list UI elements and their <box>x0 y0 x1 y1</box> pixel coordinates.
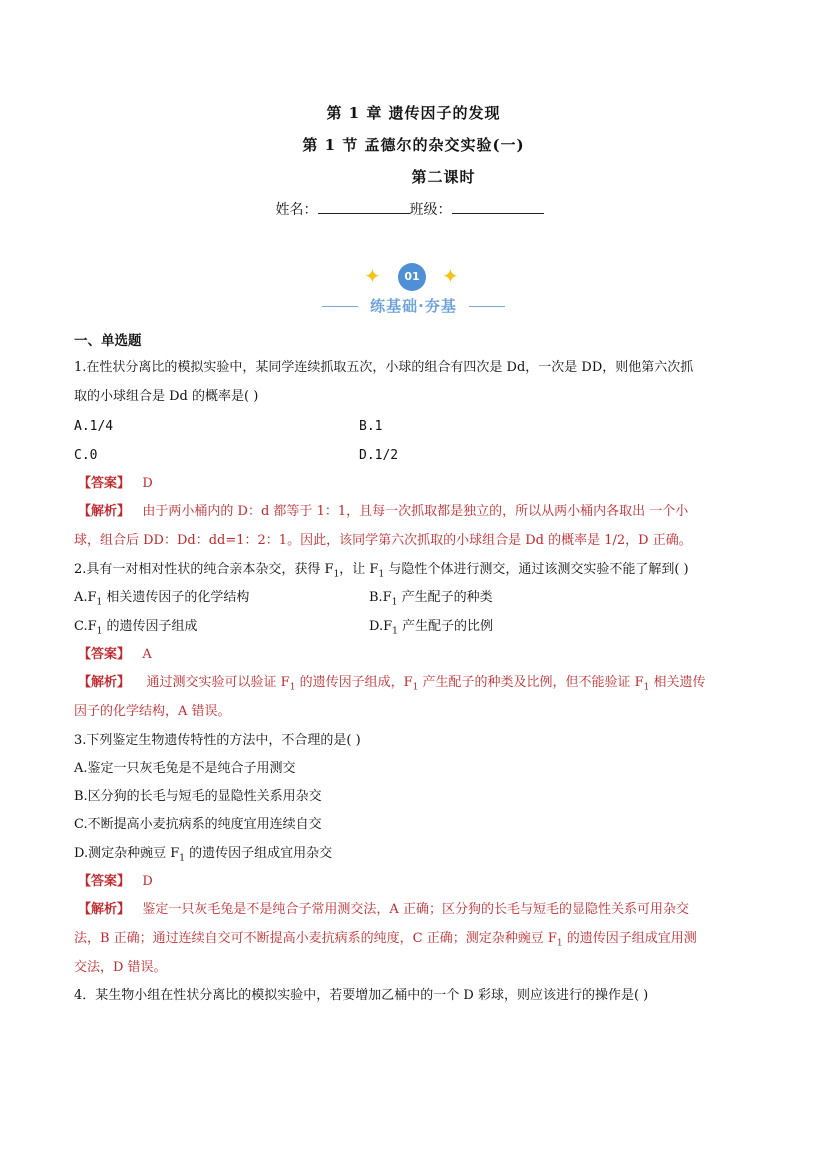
section-badge <box>360 262 470 290</box>
q3-option-a: A.鉴定一只灰毛兔是不是纯合子用测交 <box>74 761 296 776</box>
q2-analysis-b: 的遗传因子组成，F <box>295 675 413 690</box>
q3-option-d <box>74 844 332 869</box>
analysis-label: 【解析】 <box>78 675 131 690</box>
q2-stem-a: 2.具有一对相对性状的纯合亲本杂交，获得 F <box>74 562 334 577</box>
q2-analysis-line1 <box>78 673 706 698</box>
q2-analysis-a: 通过测交实验可以验证 F <box>146 675 290 690</box>
q2-opt-c-post: 的遗传因子组成 <box>102 619 198 634</box>
q3-answer <box>78 872 153 892</box>
subscript: 1 <box>392 626 398 637</box>
subscript: 1 <box>179 853 185 864</box>
q1-answer-value: D <box>142 476 153 491</box>
subscript: 1 <box>333 569 340 580</box>
q3-option-b: B.区分狗的长毛与短毛的显隐性关系用杂交 <box>74 789 322 804</box>
answer-label: 【答案】 <box>78 476 131 491</box>
subscript: 1 <box>391 597 398 608</box>
section-title: 第 1 节 孟德尔的杂交实验(一) <box>302 136 525 154</box>
q2-stem <box>74 560 689 585</box>
banner-left-line <box>322 306 358 307</box>
q2-answer <box>78 645 152 665</box>
q2-option-c <box>74 617 198 642</box>
lesson-title: 第二课时 <box>411 168 476 186</box>
q2-opt-b-post: 产生配子的种类 <box>397 590 493 605</box>
q1-option-b: B.1 <box>359 419 383 434</box>
q1-analysis-text1: 由于两小桶内的 D：d 都等于 1：1，且每一次抓取都是独立的，所以从两小桶内各取出 一个小 <box>142 504 689 519</box>
q3-opt-d-pre: D.测定杂种豌豆 F <box>74 846 180 861</box>
subscript: 1 <box>412 682 419 693</box>
class-label: 班级： <box>409 202 452 218</box>
subscript: 1 <box>289 682 296 693</box>
q1-analysis-line2: 球，组合后 DD：Dd：dd=1：2：1。因此，该同学第六次抓取的小球组合是 Dd 的概率是 1/2，D 正确。 <box>74 533 692 548</box>
q1-option-d: D.1/2 <box>359 448 399 463</box>
star-icon: ✦ <box>364 264 381 288</box>
analysis-label: 【解析】 <box>78 504 131 519</box>
star-icon: ✦ <box>442 264 459 288</box>
banner-text: 练基础·夯基 <box>370 297 457 315</box>
q3-analysis-line3: 交法，D 错误。 <box>74 960 167 975</box>
q1-option-a: A.1/4 <box>74 419 114 434</box>
q3-option-c: C.不断提高小麦抗病系的纯度宜用连续自交 <box>74 817 322 832</box>
section-banner <box>0 295 827 316</box>
q2-analysis-line2: 因子的化学结构，A 错误。 <box>74 704 231 719</box>
q1-answer <box>78 474 153 494</box>
name-label: 姓名： <box>275 202 318 218</box>
q4-stem: 4．某生物小组在性状分离比的模拟实验中，若要增加乙桶中的一个 D 彩球，则应该进行的操作是( ) <box>74 988 649 1003</box>
q2-opt-d-post: 产生配子的比例 <box>397 619 493 634</box>
subscript: 1 <box>643 682 650 693</box>
q3-analysis-text1: 鉴定一只灰毛兔是不是纯合子常用测交法，A 正确；区分狗的长毛与短毛的显隐性关系可用杂交 <box>142 902 689 917</box>
q3-analysis-2a: 法，B 正确；通过连续自交可不断提高小麦抗病系的纯度，C 正确；测定杂种豌豆 F <box>74 931 557 946</box>
q1-option-c: C.0 <box>74 448 98 463</box>
q2-option-d <box>369 617 493 642</box>
name-class-line <box>0 199 823 219</box>
q2-option-b <box>369 588 493 613</box>
subscript: 1 <box>556 938 563 949</box>
class-blank[interactable] <box>452 199 544 214</box>
chapter-title: 第 1 章 遗传因子的发现 <box>326 104 501 122</box>
q3-answer-value: D <box>142 874 153 889</box>
q3-opt-d-post: 的遗传因子组成宜用杂交 <box>184 846 333 861</box>
q3-stem: 3.下列鉴定生物遗传特性的方法中，不合理的是( ) <box>74 733 361 748</box>
q2-opt-c-pre: C.F <box>74 619 97 634</box>
q2-opt-a-post: 相关遗传因子的化学结构 <box>102 590 250 605</box>
q2-analysis-c: 产生配子的种类及比例，但不能验证 F <box>418 675 644 690</box>
analysis-label: 【解析】 <box>78 902 131 917</box>
q1-stem-line1: 1.在性状分离比的模拟实验中，某同学连续抓取五次，小球的组合有四次是 Dd，一次是 DD，则他第六次抓 <box>74 360 694 375</box>
subscript: 1 <box>96 597 103 608</box>
banner-right-line <box>469 306 505 307</box>
q3-analysis-line1 <box>78 900 689 920</box>
name-blank[interactable] <box>318 199 410 214</box>
subscript: 1 <box>96 626 103 637</box>
q2-stem-b: ，让 F <box>339 562 379 577</box>
subscript: 1 <box>378 569 385 580</box>
question-type-heading: 一、单选题 <box>74 333 142 349</box>
q2-opt-a-pre: A.F <box>74 590 97 605</box>
q2-answer-value: A <box>142 647 152 662</box>
q3-analysis-2b: 的遗传因子组成宜用测 <box>562 931 697 946</box>
q2-option-a <box>74 588 249 613</box>
q3-analysis-line2 <box>74 929 697 954</box>
badge-number: 01 <box>398 263 426 291</box>
q2-analysis-d: 相关遗传 <box>649 675 706 690</box>
answer-label: 【答案】 <box>78 874 131 889</box>
q1-analysis-line1 <box>78 502 688 522</box>
q1-stem-line2: 取的小球组合是 Dd 的概率是( ) <box>74 389 259 404</box>
q2-stem-c: 与隐性个体进行测交，通过该测交实验不能了解到( ) <box>384 562 689 577</box>
q2-opt-d-pre: D.F <box>369 619 393 634</box>
q2-opt-b-pre: B.F <box>369 590 392 605</box>
answer-label: 【答案】 <box>78 647 131 662</box>
